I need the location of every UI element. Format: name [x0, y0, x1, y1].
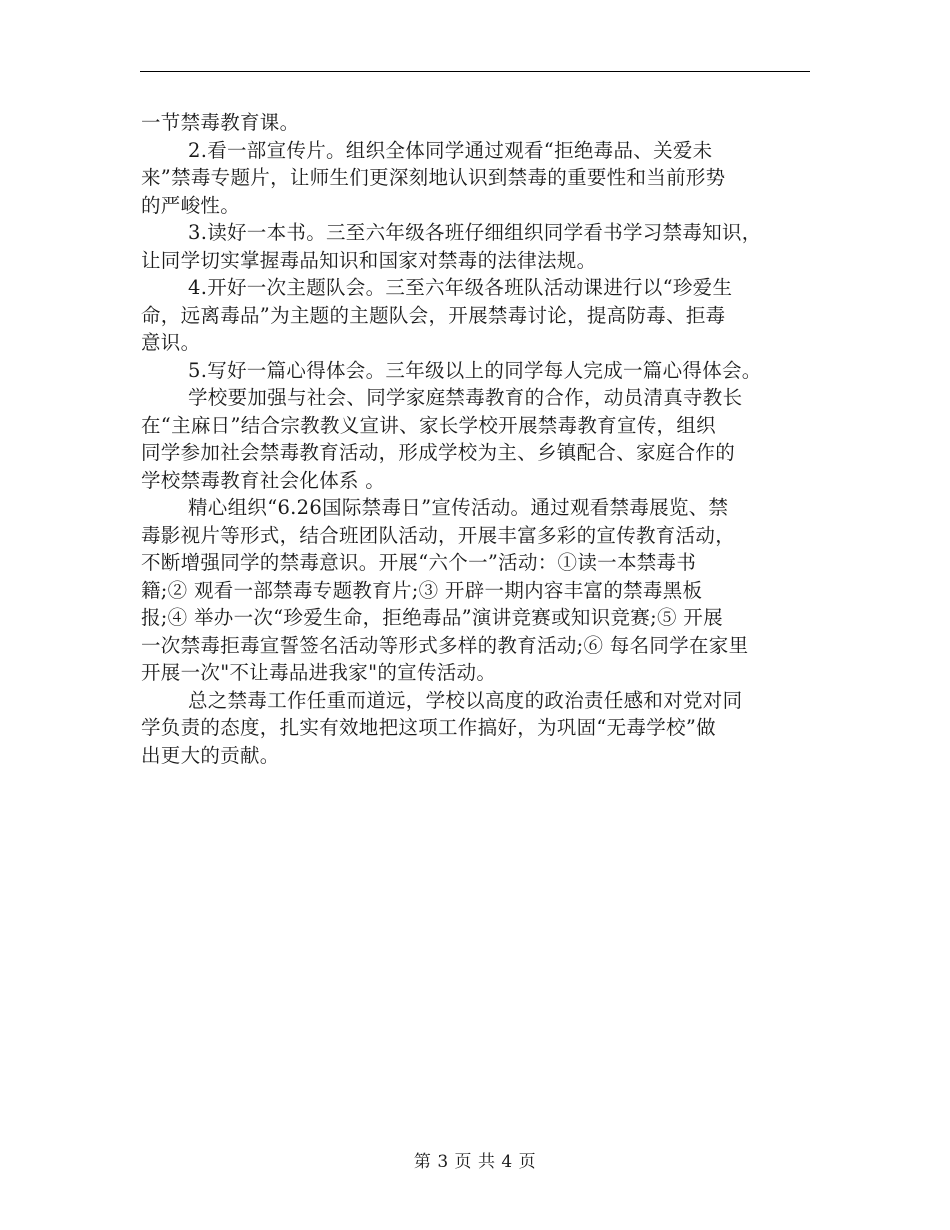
text-line: 同学参加社会禁毒教育活动，形成学校为主、乡镇配合、家庭合作的: [141, 441, 736, 464]
text-line: 命，远离毒品”为主题的主题队会，开展禁毒讨论，提高防毒、拒毒: [141, 303, 726, 327]
text-line: 5.写好一篇心得体会。三年级以上的同学每人完成一篇心得体会。: [188, 358, 762, 382]
document-body: [141, 109, 811, 769]
text-line: 总之禁毒工作任重而道远，学校以高度的政治责任感和对党对同: [188, 688, 743, 712]
text-line: 4.开好一次主题队会。三至六年级各班队活动课进行以“珍爱生: [188, 276, 733, 299]
text-line: 籍;② 观看一部禁毒专题教育片;③ 开辟一期内容丰富的禁毒黑板: [141, 578, 703, 602]
text-line: 不断增强同学的禁毒意识。开展“六个一”活动：①读一本禁毒书: [141, 551, 697, 574]
text-line: 精心组织“6.26国际禁毒日”宣传活动。通过观看禁毒展览、禁: [188, 496, 729, 519]
page-footer: 第 3 页 共 4 页: [413, 1152, 537, 1172]
text-line: 3.读好一本书。三至六年级各班仔细组织同学看书学习禁毒知识，: [188, 221, 762, 244]
text-line: 意识。: [141, 331, 201, 354]
header-rule: [140, 71, 810, 72]
text-line: 一节禁毒教育课。: [141, 111, 300, 134]
text-line: 学校禁毒教育社会化体系 。: [141, 468, 386, 492]
text-line: 学负责的态度，扎实有效地把这项工作搞好，为巩固“无毒学校”做: [141, 716, 716, 739]
text-line: 在“主麻日”结合宗教教义宣讲、家长学校开展禁毒教育宣传，组织: [141, 413, 716, 437]
text-line: 报;④ 举办一次“珍爱生命，拒绝毒品”演讲竞赛或知识竞赛;⑤ 开展: [141, 606, 723, 629]
text-line: 2.看一部宣传片。组织全体同学通过观看“拒绝毒品、关爱未: [188, 138, 713, 162]
text-line: 学校要加强与社会、同学家庭禁毒教育的合作，动员清真寺教长: [188, 386, 743, 409]
text-line: 让同学切实掌握毒品知识和国家对禁毒的法律法规。: [141, 248, 597, 272]
text-line: 来”禁毒专题片，让师生们更深刻地认识到禁毒的重要性和当前形势: [141, 166, 726, 189]
text-line: 的严峻性。: [141, 193, 241, 217]
text-line: 开展一次"不让毒品进我家"的宣传活动。: [141, 661, 497, 684]
text-line: 毒影视片等形式，结合班团队活动，开展丰富多彩的宣传教育活动，: [141, 523, 736, 547]
text-line: 出更大的贡献。: [141, 743, 280, 767]
text-line: 一次禁毒拒毒宣誓签名活动等形式多样的教育活动;⑥ 每名同学在家里: [141, 633, 749, 657]
